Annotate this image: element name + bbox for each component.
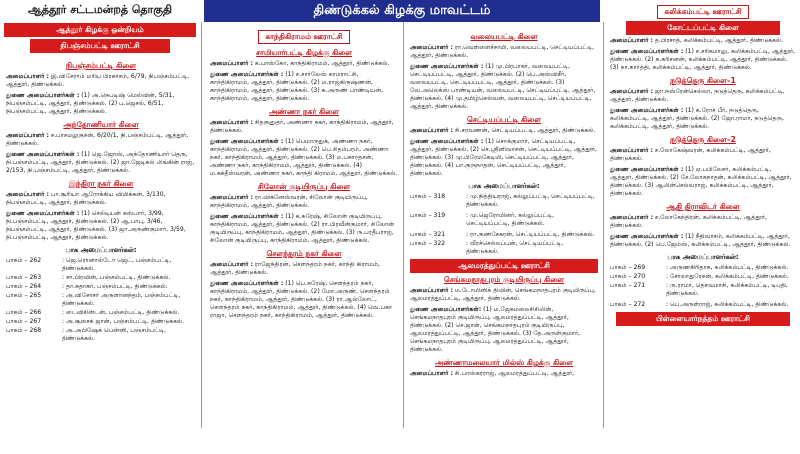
deputies-entry: துணை அமைப்பாளர்கள் : (1) செல்டியன் கஸ்பார், 3/99, நி.பஞ்சம்பட்டி, ஆத்தூர், திண்டுக்கல். (2) ஆ.பாபு, 3/46, நிபஞ்சம்பட்டி, ஆத்தூர், திண்டுக்கல். (3) ஜா.அருண்குமார், 3/59, நி.பஞ்சம்பட்டி, ஆத்தூர், திண்டுக்கல்.	[6, 210, 186, 241]
branch-title: வலையபட்டி கிளை	[470, 32, 538, 41]
booth-row: பாகம் – 265 : அ.விசோசர் அருளானந்தம், பஞ்சம்பட்டி, திண்டுக்கல்.	[6, 292, 181, 307]
deputies-entry: துணை அமைப்பாளர்கள் : (1) அ.நெபடிஷ் மெல்வின், 5/31, நிபஞ்சம்பட்டி, ஆத்தூர், திண்டுக்கல். (2) ப.ஜெசல், 6/51, நிபஞ்சம்பட்டி, ஆத்தூர், திண்டுக்கல்.	[6, 92, 175, 115]
deputies-entry: துணை அமைப்பாளர்கள் : (1) பெ.சுரேஷ், சௌந்தரம் நகர், காந்திகிராமம், ஆத்தூர், திண்டுக்கல். (2) மோ.அருண், சௌந்தரம் நகர், காந்திகிராமம், ஆத்தூர், திண்டுக்கல். (3) ரா.ஆல்லோட், சௌந்தரம் நகர், காந்திகிராமம், ஆத்தூர், திண்டுக்கல். (4) வெ.பகா ராஜா, சௌந்தரம் நகர், காந்திகிராமம், ஆத்தூர், திண்டுக்கல்.	[210, 280, 393, 319]
union-heading: ஆத்தூர் கிழக்கு ஒன்றியம்	[4, 23, 196, 37]
panchayat-heading: காந்திகிராமம் ஊராட்சி	[210, 30, 398, 44]
secretary-entry: அமைப்பாளர் : ரா.விக்னேஸ்வரன், சிலோன் குடியிருப்பு, காந்திகிராமம், ஆத்தூர், திண்டுக்கல்.	[210, 194, 368, 209]
branch-title: அந்தோணியார் கிளை	[63, 120, 139, 129]
panchayat-heading: கலிக்கம்பட்டி ஊராட்சி	[610, 5, 796, 19]
deputies-entry: துணை அமைப்பாளர்கள் : (1) பெமாருதுக், அண்ணா நகர், காந்திகிராமம், ஆத்தூர், திண்டுக்கல். (2) பெ.சிதம்பரம், அண்ணா நகர், காந்திகிராமம், ஆத்தூர், திண்டுக்கல். (3) ம.பகாரதசன், அண்ணா நகர், காந்திகிராமம், ஆத்தூர், திண்டுக்கல். (4) ம.கக்தீஸ்வரன், அண்ணா நகர், காந்தி கிராமம், ஆத்தூர், திண்டுக்கல்.	[210, 138, 398, 177]
secretary-entry: அமைப்பாளர் : பா.சூரியா ஆரோக்கிய விமிக்கன், 3/130, நிபஞ்சம்பட்டி, ஆத்தூர், திண்டுக்கல்.	[6, 191, 166, 206]
secretary-entry: அமைப்பாளர் : ச.லோகேஷ்வரன், கலிக்கம்பட்டி, ஆத்தூர், திண்டுக்கல்.	[610, 147, 771, 162]
booth-row: பாகம் – 322 : வீரச்செல்லப்பன், செட்டியப்பட்டி, திண்டுக்கல்.	[410, 240, 564, 255]
secretary-entry: அமைப்பாளர் : த.பிரசாத், கலிக்கம்பட்டி, ஆத்தூர், திண்டுக்கல்.	[610, 37, 783, 44]
secretary-entry: அமைப்பாளர் : ரா.வெள்ளைச்சாமி, வலையபட்டி, செட்டியப்பட்டி, ஆத்தூர், திண்டுக்கல்.	[410, 44, 595, 59]
booth-row: பாகம் – 268 : அ.அபிஷேக் பென்னி, பஞ்சம்பட்டி, திண்டுக்கல்.	[6, 327, 166, 342]
secretary-entry: அமைப்பாளர் : சி.சரவணன், செட்டியப்பட்டி, ஆத்தூர், திண்டுக்கல்.	[410, 127, 596, 134]
deputies-entry: துணை அமைப்பாளர்கள் : (1) ஜெ.ஜோஸ், அந்தோணியார் தெரு, நி.பஞ்சம்பட்டி, ஆத்தூர், திண்டுக்கல். (2) ஜா.ஜேடிகல் லிங்கின் ராஜ், 2/153, நி.பஞ்சம்பட்டி, ஆத்தூர், திண்டுக்கல்.	[6, 151, 195, 174]
booth-row: பாகம் – 266 : டைவிசின்டன், பஞ்சம்பட்டி, திண்டுக்கல்.	[6, 309, 180, 316]
column-4	[604, 0, 800, 428]
booth-row: பாகம் – 272 : பெ.அருள்ராஜ், கலிக்கம்பட்டி, திண்டுக்கல்.	[610, 301, 789, 308]
branch-title: அண்ணா நகர் கிளை	[268, 107, 340, 116]
booth-row: பாகம் – 264 : தா.சுதாகர், பஞ்சம்பட்டி, திண்டுக்கல்.	[6, 283, 168, 290]
booth-heading: பாக அமைப்பாளர்கள்:	[65, 246, 137, 254]
branch-title: நடுத்தெரு கிளை–1	[670, 76, 736, 85]
secretary-entry: அமைப்பாளர் : சிதகுனுதர், அண்ணா நகர், காந்திகிராமம், ஆத்தூர், திண்டுக்கல்.	[210, 119, 394, 134]
branch-title: சாமியார்பட்டி கிழக்கு கிளை	[255, 48, 353, 57]
branch-title: நடுத்தெரு கிளை–2	[670, 135, 736, 144]
booth-heading: பாக அமைப்பாளர்கள்:	[468, 182, 540, 190]
booth-heading: பாக அமைப்பாளர்கள்:	[667, 253, 739, 261]
branch-title: இந்திரா நகர் கிளை	[68, 179, 134, 188]
secretary-entry: அமைப்பாளர் : ச.பாசமலுகுசன், 6/20/1, நி.பஞ்சம்பட்டி, ஆத்தூர், திண்டுக்கல்.	[6, 132, 189, 147]
branch-title: நிபஞ்சம்பட்டி கிளை	[65, 61, 137, 70]
branch-title: சிலோன் குடியிருப்பு கிளை	[257, 182, 351, 191]
deputies-entry: துணை அமைப்பாளர்கள் : (1) மு.பிரபாகர், வலையபட்டி, செட்டியப்பட்டி, ஆத்தூர், திண்டுக்கல். (2) பெ.அஸ்விசீர், வலையபட்டி, செட்டியப்பட்டி, ஆத்தூர், திண்டுக்கல். (3) வே.அலெக்ஸ் பாண்டியன், வலையபட்டி, செட்டியப்பட்டி, ஆத்தூர், திண்டுக்கல். (4) மு.தமிழ்செல்வன், வலையபட்டி, செட்டியப்பட்டி, ஆத்தூர், திண்டுக்கல்.	[410, 63, 596, 110]
district-banner: திண்டுக்கல் கிழக்கு மாவட்டம்	[204, 0, 600, 22]
booth-row: பாகம் – 267 : அ.சூசைக் ஜான், பஞ்சம்பட்டி, திண்டுக்கல்.	[6, 318, 184, 325]
deputies-entry: துணை அமைப்பாளர்கள் : (1) க.ரோச் பீர், நடுத்தெரு, கலிக்கம்பட்டி, ஆத்தூர், திண்டுக்கல். (2) ஜோ.ராமா, நடுத்தெரு, கலிக்கம்பட்டி, ஆத்தூர், திண்டுக்கல்.	[610, 107, 784, 130]
booth-row: பாகம் – 321 : ரா.குணசேகரன், செட்டியப்பட்டி, திண்டுக்கல்.	[410, 231, 595, 238]
column-1	[0, 21, 200, 449]
secretary-entry: அமைப்பாளர் : சி.பாஸ்கரராஜ், ஆலமரத்துப்பட்டி, ஆத்தூர்,	[410, 370, 575, 377]
booth-row: பாகம் – 263 : சா.பிரவின், பஞ்சம்பட்டி, திண்டுக்கல்.	[6, 274, 171, 281]
column-3	[404, 26, 602, 454]
panchayat-heading: ஆலமரத்துப்பட்டி ஊராட்சி	[410, 259, 598, 273]
panchayat-heading: நிபஞ்சம்பட்டி ஊராட்சி	[30, 39, 170, 53]
branch-title: அண்ணாமலையார் மில்ஸ் கிழக்கு கிளை	[434, 358, 574, 367]
deputies-entry: துணை அமைப்பாளர்கள் : (1) சொக்குமார், செட்டியப்பட்டி, ஆத்தூர், திண்டுக்கல். (2) செ.ஸ்ரீனிவாசன், செட்டியப்பட்டி, ஆத்தூர், திண்டுக்கல். (3) மு.பிரேமகேடிமி, செட்டியப்பட்டி, ஆத்தூர், திண்டுக்கல். (4) பா.குருநாதன், செட்டியப்பட்டி, ஆத்தூர், திண்டுக்கல்.	[410, 138, 597, 177]
secretary-entry: அமைப்பாளர் : ச.லோகேந்திரன், கலிக்கம்பட்டி, ஆத்தூர், திண்டுக்கல்.	[610, 214, 767, 229]
secretary-entry: அமைப்பாளர் : ஜா.நஸ்ரேன்செல்லா, நடுத்தெரு, கலிக்கம்பட்டி, ஆத்தூர், திண்டுக்கல்.	[610, 88, 785, 103]
panchayat-heading: பிள்ளையார்நத்தம் ஊராட்சி	[616, 312, 790, 326]
branch-title: செங்கமநாதபுரம் குடியிருப்பு கிளை	[443, 275, 565, 284]
booth-row: பாகம் – 270 : சோலாதுரேசன், கலிக்கம்பட்டி, திண்டுக்கல்.	[610, 273, 789, 280]
booth-row: பாகம் – 271 : ரு.ராமர், தெசவமாசி, கலிக்கம்பட்டி, டிபுதி, திண்டுக்கல்.	[610, 282, 788, 297]
deputies-entry: துணை அமைப்பாளர்கள் : (1) க.சுரேஷ், சிலோன் குடியிருப்பு, காந்திகிராமம், ஆத்தூர், திண்டுக்கல். (2) ரா.பிரவீன்குமார், சிலோன் குடியிருப்பு, காந்திகிராமம், ஆத்தூர், திண்டுக்கல். (3) ரு.பரதீபராஜ், சிலோன் குடியிருப்பு, காந்திகிராமம், ஆத்தூர், திண்டுக்கல்.	[210, 213, 395, 244]
column-2	[204, 24, 402, 452]
column-divider	[201, 22, 202, 428]
secretary-entry: அமைப்பாளர் : ராஜேந்திரன், சௌந்தரம் நகர், காந்தி கிராமம், ஆத்தூர், திண்டுக்கல்.	[210, 261, 380, 276]
deputies-entry: துணை அமைப்பாளர்கள் : (1) ச.சரிகமாலு, கலிக்கம்பட்டி, ஆத்தூர், திண்டுக்கல். (2) ந.கரிசனன், கலிக்கம்பட்டி, ஆத்தூர், திண்டுக்கல். (3) நா.கார்த்தி, கலிக்கம்பட்டி, ஆத்தூர், திண்டுக்கல்.	[610, 48, 796, 71]
branch-title: ஆதி திராவிடர் கிளை	[666, 202, 740, 211]
booth-row: பாகம் – 269 : அருணகிரிதாசு, கலிக்கம்பட்டி, திண்டுக்கல்.	[610, 264, 789, 271]
deputies-entry: துணை அமைப்பாளர்கள் : (1) நீதிவாசம், கலிக்கம்பட்டி, ஆத்தூர், திண்டுக்கல். (2) பெ.ஜேம்ஸ், கலிக்கம்பட்டி, ஆத்தூர், திண்டுக்கல்.	[610, 233, 791, 248]
branch-title: சௌந்தரம் நகர் கிளை	[266, 249, 342, 258]
secretary-entry: அமைப்பாளர் : க.பாஸ்கோ, காந்திகிராமம், ஆத்தூர், திண்டுக்கல்.	[210, 60, 390, 67]
booth-row: பாகம் – 319 : மு.ஜெரோமினர், கல்லுப்பட்டி, செட்டியப்பட்டி, திண்டுக்கல்.	[410, 212, 555, 227]
branch-title: செட்டியப்பட்டி கிளை	[466, 115, 542, 124]
branch-title: கோட்டப்பட்டி கிளை	[626, 21, 780, 35]
booth-row: பாகம் – 262 : ஜெ.ரொனால்டோ ஜெட், பஞ்சம்பட்டி, திண்டுக்கல்.	[6, 257, 172, 272]
secretary-entry: அமைப்பாளர் : இ.விசேராம் மரிய பிரகாசம், 6/79, நிபஞ்சம்பட்டி, ஆத்தூர், திண்டுக்கல்.	[6, 73, 190, 88]
constituency-title: ஆத்தூர் சட்டமன்றத் தொகுதி	[27, 2, 173, 16]
deputies-entry: துணை அமைப்பாளர்கள் : (1) ச.சார்லேஸ் காமராட்சி, காந்திகிராமம், ஆத்தூர், திண்டுக்கல். (2) ம.ராஜ்கிருஷ்ணன், காந்திகிராமம், ஆத்தூர், திண்டுக்கல். (3) சு.அருண் பாண்டியன், காந்திகிராமம், ஆத்தூர், திண்டுக்கல்.	[210, 71, 384, 102]
deputies-entry: துணை அமைப்பாளர்கள்: (1) ம.ஜேசுமலைசிசிலின், செங்கமநாதபுரம் குடியிருப்பு, ஆலமரத்துப்பட்டி, ஆத்தூர், திண்டுக்கல். (2) செ.ஜான், செங்கமநாதபுரம் குடியிருப்பு, ஆலமரத்துப்பட்டி, ஆத்தூர், திண்டுக்கல். (3) தே.அருள்குமார், செங்கமநாதபுரம் குடியிருப்பு, ஆலமரத்துப்பட்டி, ஆத்தூர், திண்டுக்கல்.	[410, 306, 581, 353]
deputies-entry: துணை அமைப்பாளர்கள் : (1) ஏ.பபிலேசர், கலிக்கம்பட்டி, ஆத்தூர், திண்டுக்கல். (2) சே.லோகநாதன், கலிக்கம்பட்டி, ஆத்தூர், திண்டுக்கல். (3) ஆலின்செல்வராஜ், கலிக்கம்பட்டி, ஆத்தூர், திண்டுக்கல்.	[610, 166, 792, 197]
secretary-entry: அமைப்பாளர் : ம.டோமினிக் திவின், செங்கமநாதபுரம் குடியிருப்பு, ஆலமரத்துப்பட்டி, ஆத்தூர், திண்டுக்கல்.	[410, 287, 596, 302]
booth-row: பாகம் – 318 : மு.நித்தியராஜ், கல்லுப்பட்டி, செட்டியப்பட்டி, திண்டுக்கல்.	[410, 193, 595, 208]
